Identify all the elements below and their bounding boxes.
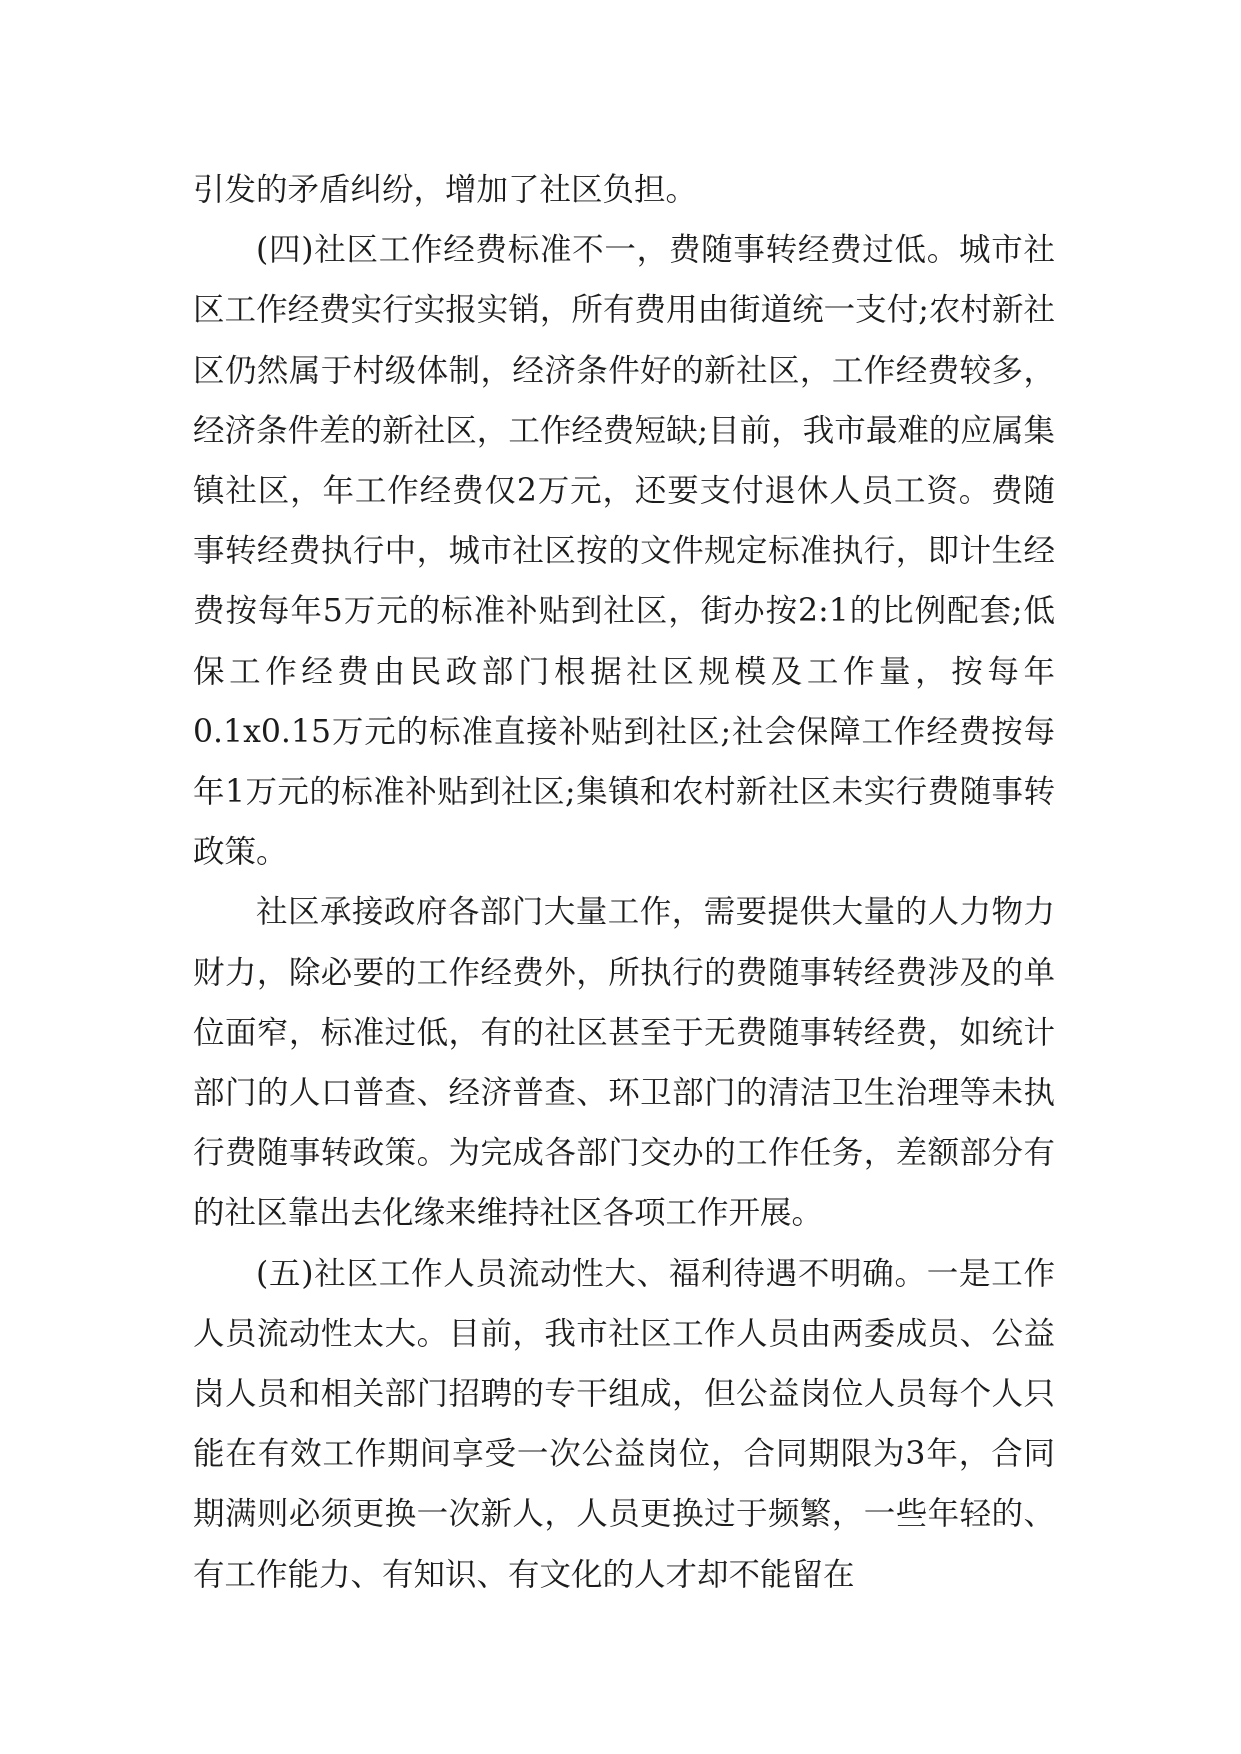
paragraph-section-four: (四)社区工作经费标准不一，费随事转经费过低。城市社区工作经费实行实报实销，所有费用由街道统一支付;农村新社区仍然属于村级体制，经济条件好的新社区，工作经费较多，经济条件差的新社区，工作经费短缺;目前，我市最难的应属集镇社区，年工作经费仅2万元，还要支付退休人员工资。费随事转经费执行中，城市社区按的文件规定标准执行，即计生经费按每年5万元的标准补贴到社区，街办按2:1的比例配套;低保工作经费由民政部门根据社区规模及工作量，按每年0.1x0.15万元的标准直接补贴到社区;社会保障工作经费按每年1万元的标准补贴到社区;集镇和农村新社区未实行费随事转政策。 (193, 232, 1055, 871)
paragraph-community-workload: 社区承接政府各部门大量工作，需要提供大量的人力物力财力，除必要的工作经费外，所执行的费随事转经费涉及的单位面窄，标准过低，有的社区甚至于无费随事转经费，如统计部门的人口普查、经济普查、环卫部门的清洁卫生治理等未执行费随事转政策。为完成各部门交办的工作任务，差额部分有的社区靠出去化缘来维持社区各项工作开展。 (193, 894, 1055, 1232)
paragraph-continuation: 引发的矛盾纠纷，增加了社区负担。 (193, 172, 698, 208)
paragraph-section-five: (五)社区工作人员流动性大、福利待遇不明确。一是工作人员流动性太大。目前，我市社区工作人员由两委成员、公益岗人员和相关部门招聘的专干组成，但公益岗位人员每个人只能在有效工作期间享受一次公益岗位，合同期限为3年，合同期满则必须更换一次新人，人员更换过于频繁，一些年轻的、有工作能力、有知识、有文化的人才却不能留在 (193, 1255, 1055, 1593)
document-body (193, 160, 1055, 1605)
